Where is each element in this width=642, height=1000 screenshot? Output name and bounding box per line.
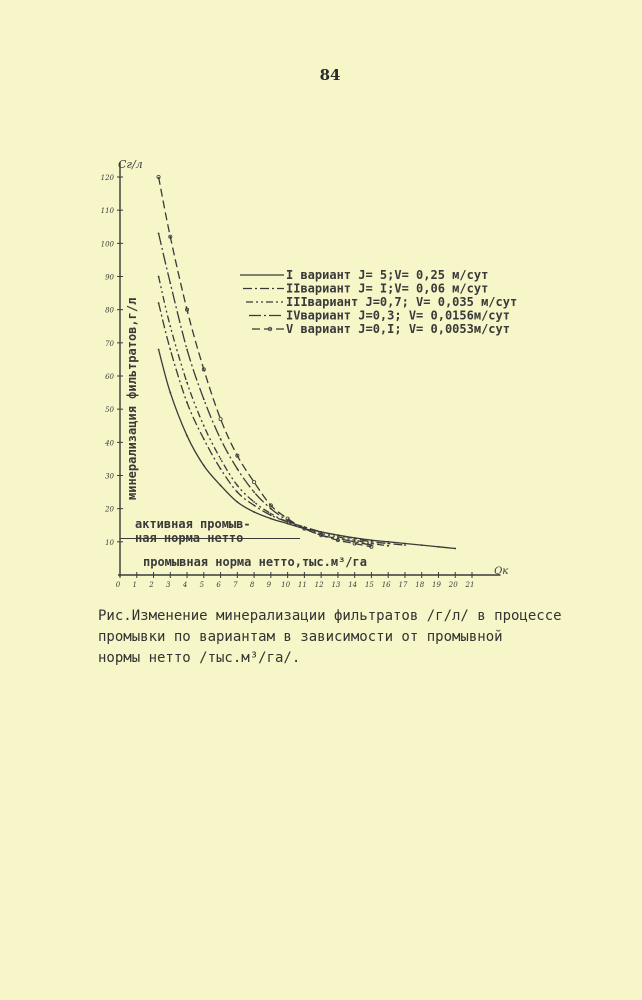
annotation-line: ная норма нетто	[135, 531, 244, 545]
x-tick-label: 17	[398, 581, 408, 589]
data-point	[354, 538, 356, 540]
data-point	[158, 276, 160, 278]
data-point	[203, 398, 205, 400]
legend-label: IVвариант J=0,3; V= 0,0156м/сут	[286, 308, 510, 323]
data-point	[421, 544, 423, 546]
data-point	[186, 435, 188, 437]
data-point	[270, 518, 272, 520]
x-tick-label: 5	[199, 581, 205, 589]
series-line-2	[159, 303, 405, 545]
data-point	[371, 541, 373, 543]
page-number: 84	[319, 66, 341, 84]
y-tick-label: 60	[105, 373, 114, 381]
x-tick-label: 3	[166, 581, 171, 589]
data-point	[220, 458, 222, 460]
data-point	[404, 543, 406, 545]
x-tick-label: 9	[266, 581, 272, 589]
x-tick-label: 20	[448, 581, 458, 589]
series-line-5	[159, 177, 372, 547]
x-tick-label: 6	[216, 581, 221, 589]
data-point	[203, 465, 205, 467]
data-point	[169, 392, 171, 394]
data-point	[169, 349, 171, 351]
data-point	[354, 539, 356, 541]
y-tick-label: 20	[105, 505, 114, 514]
data-point	[320, 531, 322, 533]
data-point	[186, 402, 188, 404]
data-point	[270, 514, 272, 516]
data-point	[169, 282, 171, 284]
data-point	[270, 508, 272, 510]
data-point	[236, 485, 238, 487]
y-axis-title: минерализация фильтратов,г/л	[125, 297, 139, 500]
annotation-line: активная промыв-	[135, 517, 251, 531]
data-point	[253, 491, 255, 493]
x-tick-label: 14	[348, 581, 358, 589]
x-tick-label: 16	[381, 581, 391, 589]
y-tick-label: 80	[105, 306, 114, 315]
legend-label: IIIвариант J=0,7; V= 0,035 м/сут	[286, 295, 518, 309]
data-point	[387, 543, 389, 545]
x-tick-label: 18	[415, 581, 425, 589]
data-point	[186, 382, 188, 384]
data-point	[220, 438, 222, 440]
y-tick-label: 120	[100, 174, 114, 182]
data-point	[404, 544, 406, 546]
data-point	[220, 468, 222, 470]
data-point	[169, 325, 171, 327]
x-tick-label: 13	[331, 581, 341, 589]
x-tick-label: 0	[115, 581, 121, 589]
x-tick-label: 19	[432, 581, 441, 589]
legend-label: I вариант J= 5;V= 0,25 м/сут	[286, 268, 489, 282]
data-point	[219, 418, 222, 421]
caption-line: промывки по вариантам в зависимости от промывной	[98, 629, 503, 645]
data-point	[236, 491, 238, 493]
x-tick-label: 15	[364, 581, 374, 589]
data-point	[203, 438, 205, 440]
data-point	[387, 545, 389, 547]
chart-labels	[118, 158, 508, 577]
x-tick-label: 8	[249, 581, 255, 589]
data-point	[158, 302, 160, 304]
figure-caption	[98, 606, 598, 669]
data-point	[252, 481, 255, 484]
data-point	[438, 546, 440, 548]
x-tick-label: 10	[281, 581, 291, 589]
x-tick-label: 12	[314, 581, 324, 589]
y-tick-label: 40	[105, 439, 114, 448]
chart-series	[157, 175, 456, 549]
data-point	[253, 504, 255, 506]
data-point	[158, 232, 160, 234]
y-tick-label: 10	[105, 538, 114, 547]
data-point	[337, 534, 339, 536]
data-point	[371, 539, 373, 541]
chart-legend	[240, 268, 517, 336]
data-point	[454, 548, 456, 550]
caption-line: Рис.Изменение минерализации фильтратов /г/л/ в процессе	[98, 608, 562, 624]
y-tick-label: 110	[100, 207, 114, 216]
x-tick-label: 4	[182, 581, 188, 589]
y-tick-label: 50	[105, 406, 114, 415]
data-point	[253, 511, 255, 513]
x-axis-title: промывная норма нетто,тыс.м³/га	[143, 555, 367, 569]
y-tick-label: 90	[105, 273, 114, 282]
data-point	[186, 349, 188, 351]
x-tick-label: 2	[149, 581, 154, 589]
data-point	[270, 513, 272, 515]
x-tick-label: 1	[132, 581, 137, 589]
chart-axes	[118, 162, 500, 577]
y-unit-label: Сг/л	[118, 158, 143, 171]
x-tick-label: 11	[297, 581, 307, 589]
data-point	[236, 468, 238, 470]
x-tick-label: 21	[465, 581, 475, 589]
data-point	[203, 425, 205, 427]
data-point	[387, 541, 389, 543]
caption-line: нормы нетто /тыс.м³/га/.	[98, 650, 301, 666]
data-point	[236, 501, 238, 503]
data-point	[371, 543, 373, 545]
x-unit-label: Qк	[494, 566, 509, 577]
x-tick-label: 7	[233, 581, 238, 589]
data-point	[158, 349, 160, 351]
data-point	[337, 536, 339, 538]
data-point	[220, 485, 222, 487]
legend-label: IIвариант J= I;V= 0,06 м/сут	[286, 281, 489, 296]
data-point	[253, 501, 255, 503]
legend-label: V вариант J=0,I; V= 0,0053м/сут	[286, 322, 510, 336]
data-point	[287, 523, 289, 525]
y-tick-label: 70	[105, 339, 114, 348]
y-tick-label: 30	[105, 472, 114, 481]
y-tick-label: 100	[100, 240, 114, 249]
